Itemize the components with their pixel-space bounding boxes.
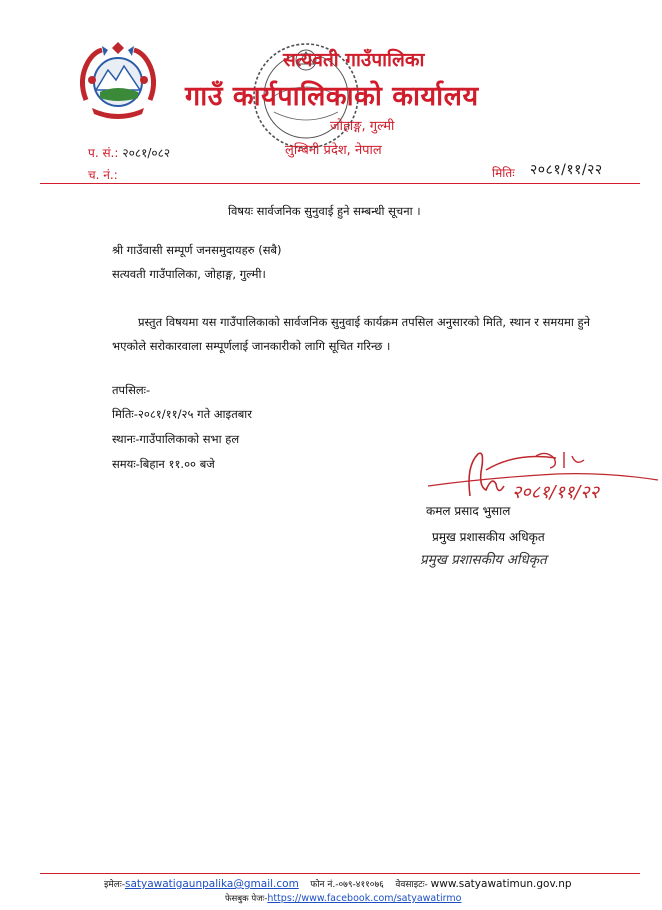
org-name: सत्यवती गाउँपालिका — [283, 49, 425, 71]
website-link[interactable]: www.satyawatimun.gov.np — [430, 878, 572, 890]
dispatch-number — [88, 166, 122, 183]
office-province: लुम्बिनी प्रदेश, नेपाल — [285, 143, 382, 158]
letter-body: प्रस्तुत विषयमा यस गाउँपालिकाको सार्वजनिक सुनुवाई कार्यक्रम तपसिल अनुसारको मिति, स्थान र समयमा हुने भएकोले सरोकारवाला सम्पूर्णलाई जानकारीको लागि सूचित गरिन्छ । — [112, 315, 590, 353]
reference-number — [88, 144, 170, 161]
detail-time: समयः-बिहान ११.०० बजे — [112, 457, 215, 471]
letter-subject: विषयः सार्वजनिक सुनुवाई हुने सम्बन्धी सूचना । — [228, 204, 421, 218]
designation-stamp: प्रमुख प्रशासकीय अधिकृत — [420, 552, 547, 568]
detail-venue: स्थानः-गाउँपालिकाको सभा हल — [112, 432, 240, 446]
email-link[interactable]: satyawatigaunpalika@gmail.com — [124, 878, 299, 890]
recipient-line-2: सत्यवती गाउँपालिका, जोहाङ्ग, गुल्मी। — [112, 267, 266, 281]
footer-contact — [104, 877, 572, 890]
email-label: इमेलः- — [104, 880, 125, 890]
phone-number: ०७९-४११०७६ — [338, 880, 384, 890]
website-label: वेवसाइटः- — [395, 880, 428, 890]
detail-date: मितिः-२०८१/११/२५ गते आइतबार — [112, 407, 252, 421]
footer-social — [225, 893, 461, 904]
letter-date: २०८१/११/२२ — [530, 162, 603, 178]
office-location: जोहाङ्ग, गुल्मी — [330, 119, 395, 134]
phone-label: फोन नं.- — [310, 880, 339, 890]
recipient-line-1: श्री गाउँवासी सम्पूर्ण जनसमुदायहरु (सबै) — [112, 243, 282, 257]
reference-number-value: २०८१/०८२ — [122, 146, 171, 160]
office-name: गाउँ कार्यपालिकाको कार्यालय — [185, 81, 479, 112]
nepal-emblem-icon — [72, 40, 164, 122]
date-label: मितिः — [492, 166, 515, 180]
dispatch-number-label: च. नं.: — [88, 168, 118, 182]
footer-divider — [40, 873, 640, 874]
signatory-name: कमल प्रसाद भुसाल — [426, 504, 511, 518]
signature-date: २०८१/११/२२ — [512, 482, 600, 503]
facebook-label: फेसबुक पेजः- — [225, 894, 268, 904]
header-divider — [40, 183, 640, 184]
signatory-title: प्रमुख प्रशासकीय अधिकृत — [432, 530, 545, 544]
facebook-link[interactable]: https://www.facebook.com/satyawatirmo — [267, 893, 462, 904]
details-heading: तपसिलः- — [112, 383, 151, 397]
reference-number-label: प. सं.: — [88, 146, 119, 160]
